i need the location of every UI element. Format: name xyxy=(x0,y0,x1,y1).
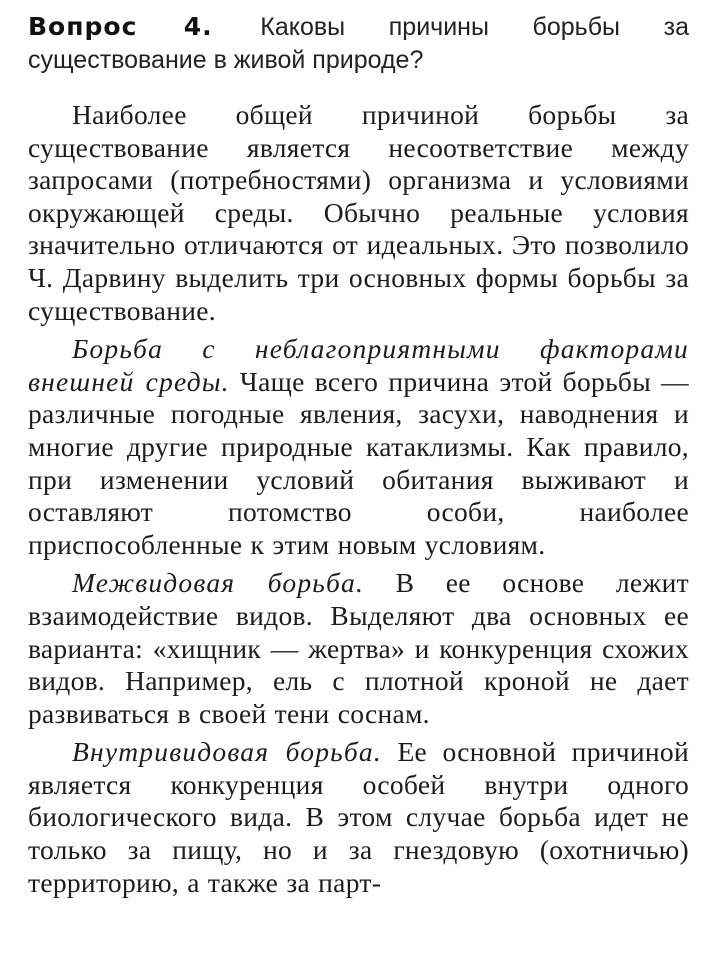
term-intraspecific-struggle: Внутривидовая борьба. xyxy=(72,736,382,768)
term-interspecific-struggle: Межвидовая борьба. xyxy=(72,567,365,599)
question-label: Вопрос 4. xyxy=(28,12,213,41)
answer-paragraph-intraspecific xyxy=(28,736,689,899)
intraspecific-struggle-text: Ее основной причиной является конкуренция особей внутри одного биологического вида. В этом случае борьба идет не только за пищу, но и за гнездовую (охотничью) территорию, а также за парт- xyxy=(28,736,690,898)
answer-paragraph-abiotic xyxy=(28,333,689,561)
abiotic-struggle-text: Чаще всего причина этой борьбы — различные погодные явления, засухи, наводнения и многие другие природные катаклизмы. Как правило, при изменении условий обитания выживают и оставляют потомство особи, наиболее приспособленные к этим новым условиям. xyxy=(28,365,689,560)
answer-paragraph-interspecific xyxy=(28,567,689,730)
answer-paragraph-intro: Наиболее общей причиной борьбы за существование является несоответствие между запросами (потребностями) организма и условиями окружающей среды. Обычно реальные условия значительно отличаются от идеальных. Это позволило Ч. Дарвину выделить три основных формы борьбы за существование. xyxy=(28,99,689,326)
question-text: Каковы причины борьбы за существование в живой природе? xyxy=(28,13,689,74)
answer-body xyxy=(28,99,689,899)
question-heading xyxy=(28,10,689,77)
interspecific-struggle-text: В ее основе лежит взаимодействие видов. Выделяют два основных ее варианта: «хищник — жертва» и конкуренция схожих видов. Например, ель с плотной кроной не дает развиваться в своей тени соснам. xyxy=(28,567,689,729)
term-abiotic-struggle: Борьба с неблагоприятными факторами внешней среды. xyxy=(28,333,689,397)
